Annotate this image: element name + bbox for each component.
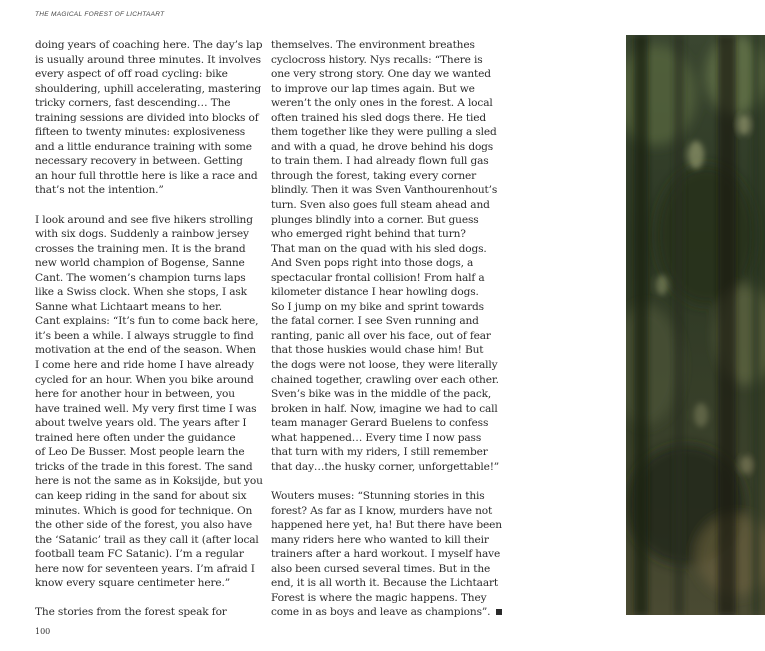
text-line: chained together, crawling over each other. xyxy=(271,373,499,386)
text-line: weren’t the only ones in the forest. A local xyxy=(271,97,493,110)
text-line: training sessions are divided into blocks of xyxy=(35,111,259,124)
end-of-article-icon xyxy=(496,609,502,615)
text-line: kilometer distance I hear howling dogs. xyxy=(271,286,479,299)
text-line: about twelve years old. The years after I xyxy=(35,417,247,430)
text-line: what happened… Every time I now pass xyxy=(271,431,482,444)
text-line: often trained his sled dogs there. He tied xyxy=(271,111,486,124)
text-line: to improve our lap times again. But we xyxy=(271,82,475,95)
text-line: who emerged right behind that turn? xyxy=(271,228,466,241)
text-line: cycled for an hour. When you bike around xyxy=(35,373,254,386)
text-line: here is not the same as in Koksijde, but you xyxy=(35,475,263,488)
text-line: shouldering, uphill accelerating, mastering xyxy=(35,82,262,95)
text-line: And Sven pops right into those dogs, a xyxy=(271,257,474,270)
text-line: broken in half. Now, imagine we had to call xyxy=(271,402,498,415)
text-line: end, it is all worth it. Because the Lichtaart xyxy=(271,577,499,590)
text-line: can keep riding in the sand for about six xyxy=(35,489,247,502)
text-line: and with a quad, he drove behind his dogs xyxy=(271,140,494,153)
text-line: to train them. I had already flown full gas xyxy=(271,155,489,168)
text-line: with six dogs. Suddenly a rainbow jersey xyxy=(35,228,249,241)
text-line: turn. Sven also goes full steam ahead and xyxy=(271,199,490,212)
text-line: necessary recovery in between. Getting xyxy=(35,155,243,168)
text-line: Wouters muses: “Stunning stories in this xyxy=(271,489,485,502)
text-line: the ‘Satanic’ trail as they call it (after local xyxy=(35,533,259,546)
text-line: Sanne what Lichtaart means to her. xyxy=(35,300,222,313)
text-line: Forest is where the magic happens. They xyxy=(271,591,487,604)
left-column-paragraph xyxy=(35,38,263,198)
text-line: spectacular frontal collision! From half a xyxy=(271,271,485,284)
text-line: That man on the quad with his sled dogs. xyxy=(271,242,487,255)
text-line: The stories from the forest speak for xyxy=(35,606,227,619)
text-line: I come here and ride home I have already xyxy=(35,359,254,372)
text-line: doing years of coaching here. The day’s lap xyxy=(35,39,263,51)
text-line: plunges blindly into a corner. But guess xyxy=(271,213,479,226)
middle-text-column xyxy=(271,38,502,634)
text-line: an hour full throttle here is like a race and xyxy=(35,169,258,182)
text-line: it’s been a while. I always struggle to find xyxy=(35,329,254,342)
middle-column-paragraph xyxy=(271,38,499,474)
text-line: here now for seventeen years. I’m afraid I xyxy=(35,562,255,575)
text-line: the dogs were not loose, they were literally xyxy=(271,359,498,372)
text-line: also been cursed several times. But in the xyxy=(271,562,491,575)
text-line: and a little endurance training with some xyxy=(35,140,252,153)
text-line: crosses the training men. It is the brand xyxy=(35,242,246,255)
text-line: football team FC Satanic). I’m a regular xyxy=(35,548,244,561)
text-line: team manager Gerard Buelens to confess xyxy=(271,417,489,430)
running-head: THE MAGICAL FOREST OF LICHTAART xyxy=(35,11,165,18)
text-line: have trained well. My very first time I was xyxy=(35,402,257,415)
text-line: blindly. Then it was Sven Vanthourenhout’s xyxy=(271,184,498,197)
middle-column-paragraph xyxy=(271,489,502,620)
forest-photo-icon xyxy=(626,35,765,615)
text-line: trainers after a hard workout. I myself have xyxy=(271,548,501,561)
left-column-paragraph xyxy=(35,605,257,620)
text-line: many riders here who wanted to kill their xyxy=(271,533,489,546)
text-line: like a Swiss clock. When she stops, I ask xyxy=(35,286,247,299)
text-line: I look around and see five hikers strolling xyxy=(35,213,253,226)
text-line: know every square centimeter here.” xyxy=(35,577,230,590)
page-number: 100 xyxy=(35,627,51,636)
text-line: Cant. The women’s champion turns laps xyxy=(35,271,246,284)
text-line: cyclocross history. Nys recalls: “There is xyxy=(271,53,483,66)
text-line: every aspect of off road cycling: bike xyxy=(35,68,228,81)
text-line: is usually around three minutes. It involves xyxy=(35,53,261,66)
left-text-column xyxy=(35,38,263,634)
text-line: new world champion of Bogense, Sanne xyxy=(35,257,245,270)
text-line: that turn with my riders, I still remember xyxy=(271,446,488,459)
text-line: motivation at the end of the season. When xyxy=(35,344,256,357)
text-line: that those huskies would chase him! But xyxy=(271,344,484,357)
text-line: forest? As far as I know, murders have not xyxy=(271,504,493,517)
text-line: the fatal corner. I see Sven running and xyxy=(271,315,479,328)
text-line: happened here yet, ha! But there have been xyxy=(271,519,502,532)
text-line: here for another hour in between, you xyxy=(35,388,235,401)
forest-photo xyxy=(626,35,765,615)
text-line: tricks of the trade in this forest. The sand xyxy=(35,460,253,473)
text-line: that’s not the intention.” xyxy=(35,184,164,197)
text-line: Sven’s bike was in the middle of the pack, xyxy=(271,388,492,401)
text-line: trained here often under the guidance xyxy=(35,431,236,444)
text-line: minutes. Which is good for technique. On xyxy=(35,504,253,517)
text-line: the other side of the forest, you also have xyxy=(35,519,252,532)
text-line: one very strong story. One day we wanted xyxy=(271,68,491,81)
text-line: tricky corners, fast descending… The xyxy=(35,97,231,110)
text-line: that day…the husky corner, unforgettable!” xyxy=(271,460,500,473)
text-line: them together like they were pulling a sled xyxy=(271,126,497,139)
left-column-paragraph xyxy=(35,213,263,591)
text-line: So I jump on my bike and sprint towards xyxy=(271,300,484,313)
text-line: themselves. The environment breathes xyxy=(271,39,475,51)
text-line: Cant explains: “It’s fun to come back here, xyxy=(35,315,259,328)
text-line: of Leo De Busser. Most people learn the xyxy=(35,446,245,459)
text-line: through the forest, taking every corner xyxy=(271,169,477,182)
text-line: come in as boys and leave as champions”. xyxy=(271,605,499,620)
text-line: ranting, panic all over his face, out of fear xyxy=(271,329,491,342)
text-line: fifteen to twenty minutes: explosiveness xyxy=(35,126,246,139)
